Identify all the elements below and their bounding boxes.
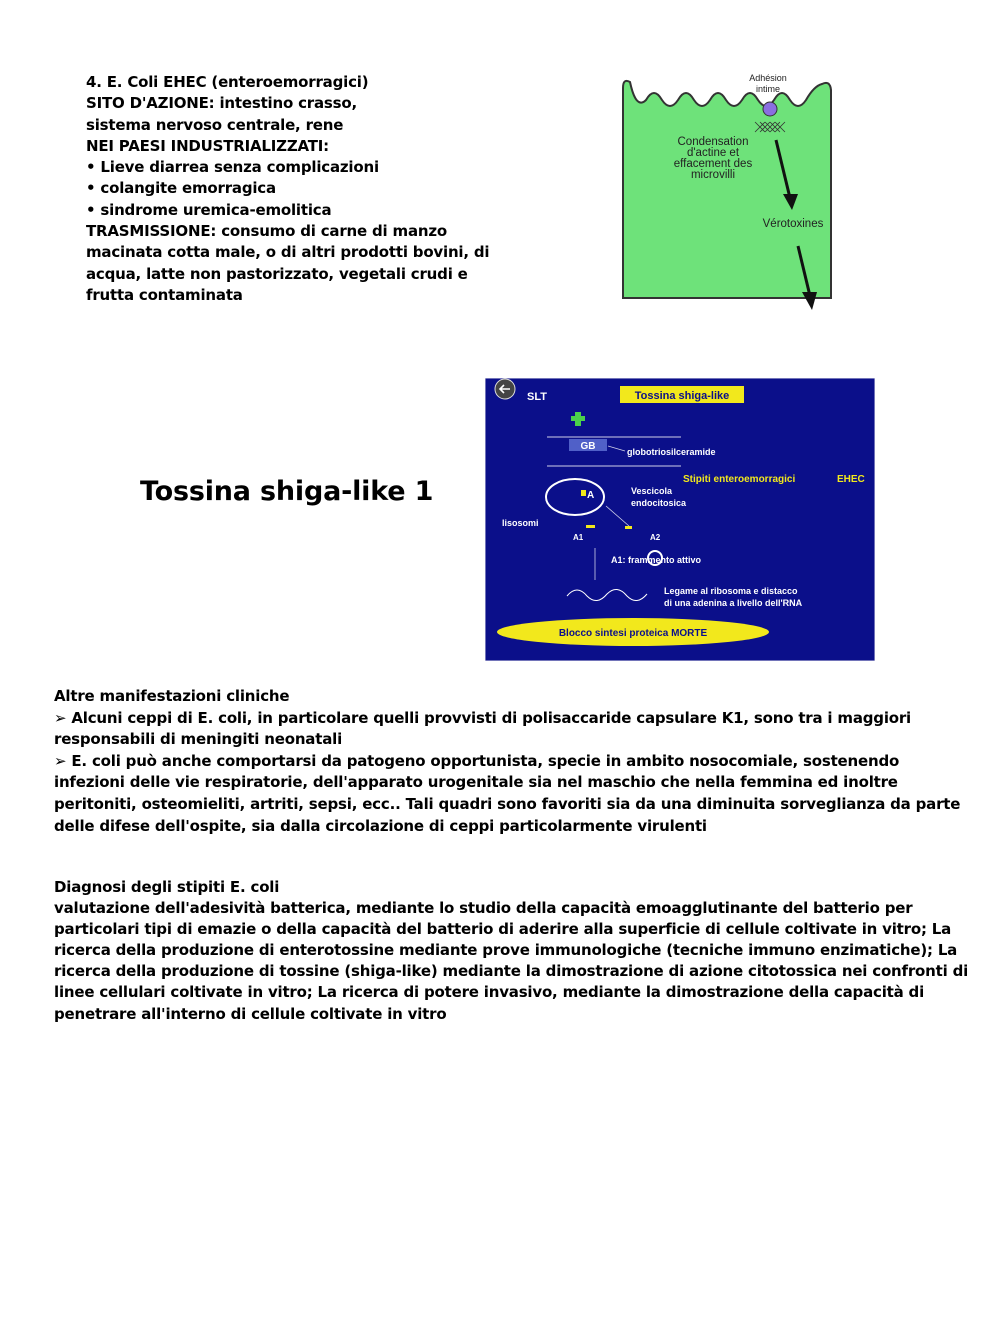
altre-section [54, 686, 974, 837]
cell-adhesion-figure [618, 70, 838, 315]
a2-label: A2 [650, 533, 661, 542]
condensation-label: effacement des [673, 158, 753, 170]
vesicle-letter: A [587, 490, 595, 501]
ehec-line: SITO D'AZIONE: intestino crasso, [86, 94, 357, 113]
shiga-title: Tossina shiga-like 1 [140, 476, 434, 507]
globo-label: globotriosilceramide [627, 447, 716, 457]
ehec-line: • colangite emorragica [86, 179, 276, 198]
condensation-label: Condensation [677, 136, 749, 148]
ehec-line: • Lieve diarrea senza complicazioni [86, 158, 379, 177]
blocco-label: Blocco sintesi proteica MORTE [558, 628, 708, 639]
ehec-label: EHEC [837, 474, 865, 485]
altre-bullet: ➢ Alcuni ceppi di E. coli, in particolare quelli provvisti di polisaccaride capsulare K1, sono tra i maggiori responsabili di meningiti neonatali [54, 708, 912, 749]
ehec-line: frutta contaminata [86, 285, 243, 304]
frammento-label: A1: frammento attivo [611, 555, 702, 565]
stipiti-label: Stipiti enteroemorragici [683, 474, 796, 485]
vesicle-toxin [581, 490, 586, 496]
adhesion-label: Adhésion [749, 73, 787, 83]
a2-fragment [625, 526, 632, 529]
slt-label: SLT [527, 391, 547, 403]
legame-label: Legame al ribosoma e distacco [664, 586, 798, 596]
arrow-head-2 [802, 292, 817, 310]
legame-label-2: di una adenina a livello dell'RNA [664, 598, 803, 608]
vescicola-label: Vescicola [631, 486, 673, 496]
altre-heading: Altre manifestazioni cliniche [54, 687, 290, 705]
shiga-toxin-slide [485, 378, 875, 661]
ehec-section [86, 72, 536, 306]
diagnosi-body: valutazione dell'adesività batterica, mediante lo studio della capacità emoagglutinante del batterio per particolari tipi di emazie o della capacità del batterio di aderire alla superficie di cellule coltivate in vitro; La ricerca della produzione di enterotossine mediante prove immunologiche (tecniche immuno enzimatiche); La ricerca della produzione di tossine (shiga-like) mediante la dimostrazione di azione citotossica nei confronti di linee cellulari coltivate in vitro; La ricerca di potere invasivo, mediante la dimostrazione della capacità di penetrare all'interno di cellule coltivate in vitro [54, 899, 969, 1023]
lisosomi-label: lisosomi [502, 518, 539, 528]
title-box-label: Tossina shiga-like [634, 390, 730, 402]
cell-body [623, 81, 831, 298]
ehec-line: TRASMISSIONE: consumo di carne di manzo [86, 222, 447, 241]
ehec-heading: 4. E. Coli EHEC (enteroemorragici) [86, 73, 369, 91]
diagnosi-heading: Diagnosi degli stipiti E. coli [54, 878, 280, 896]
condensation-label: d'actine et [686, 147, 740, 159]
a1-fragment [586, 525, 595, 528]
vesicle [546, 479, 604, 515]
ehec-line: • sindrome uremica-emolitica [86, 200, 332, 219]
ehec-line: acqua, latte non pastorizzato, vegetali crudi e [86, 264, 468, 283]
diagnosi-section [54, 877, 974, 1025]
adhesion-label-2: intime [755, 84, 781, 94]
ehec-line: NEI PAESI INDUSTRIALIZZATI: [86, 136, 329, 155]
slide-background [485, 378, 875, 661]
altre-bullet: ➢ E. coli può anche comportarsi da patogeno opportunista, specie in ambito nosocomiale, sostenendo infezioni delle vie respiratorie, dell'apparato urogenitale sia nel maschio che nella femmina ed inoltre peritoniti, osteomieliti, artriti, sepsi, ecc.. Tali quadri sono favoriti sia da una diminuita sorveglianza da parte delle difese dell'ospite, sia dalla circolazione di ceppi particolarmente virulenti [54, 751, 961, 835]
condensation-label: microvilli [690, 169, 736, 181]
ehec-line: sistema nervoso centrale, rene [86, 115, 344, 134]
verotoxines-label: Vérotoxines [762, 218, 824, 230]
gb-label: GB [580, 441, 596, 452]
a1-label: A1 [573, 533, 584, 542]
ehec-line: macinata cotta male, o di altri prodotti bovini, di [86, 243, 490, 262]
vescicola-label-2: endocitosica [631, 498, 687, 508]
adhesion-ball [763, 102, 777, 116]
